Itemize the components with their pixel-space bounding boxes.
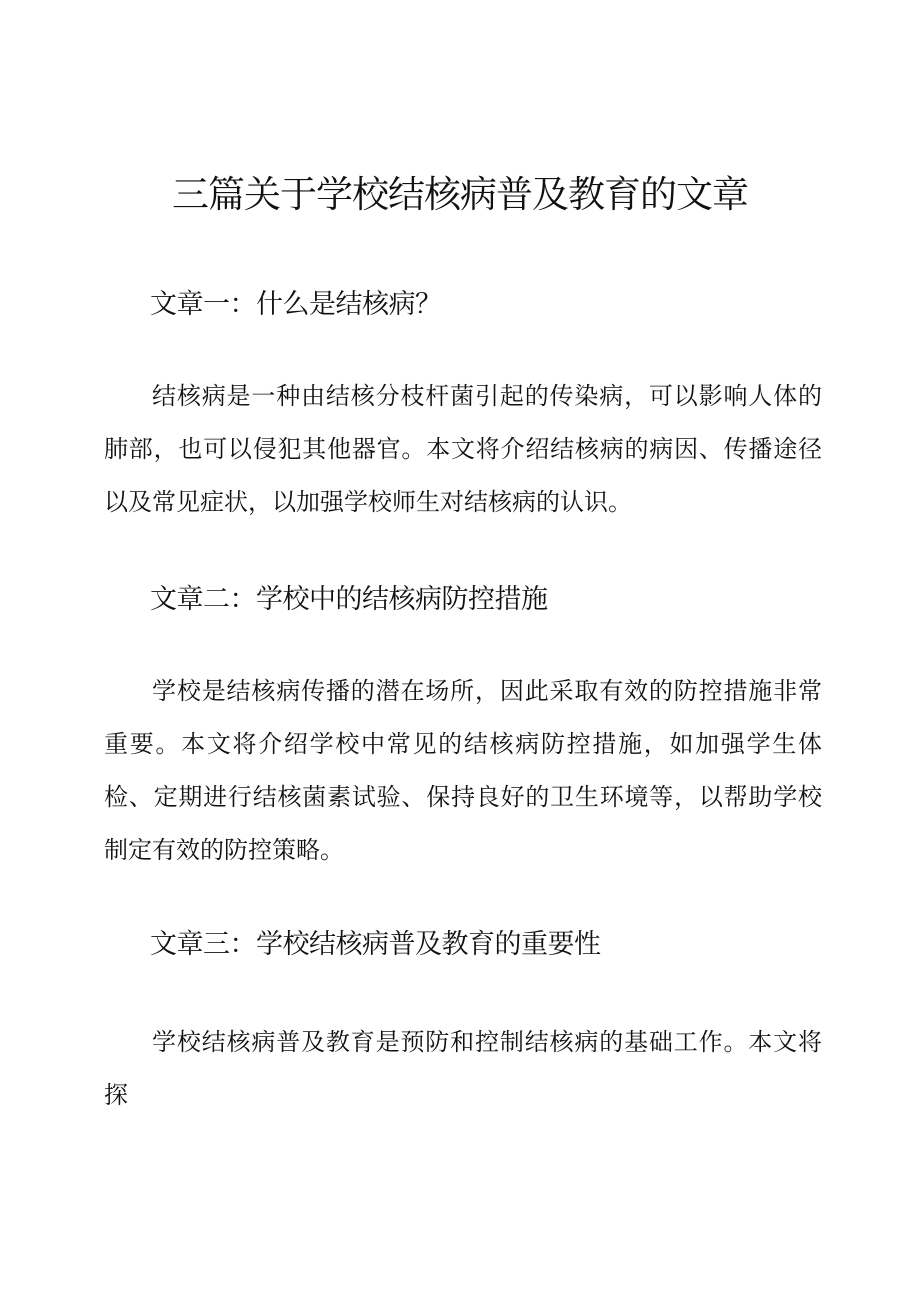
section-1-heading: 文章一：什么是结核病？ bbox=[150, 289, 442, 320]
section-3-heading: 文章三：学校结核病普及教育的重要性 bbox=[150, 929, 601, 960]
section-2-heading: 文章二：学校中的结核病防控措施 bbox=[150, 584, 548, 615]
section-2-body: 学校是结核病传播的潜在场所，因此采取有效的防控措施非常重要。本文将介绍学校中常见的结核病防控措施，如加强学生体检、定期进行结核菌素试验、保持良好的卫生环境等，以帮助学校制定有效的防控策略。 bbox=[104, 677, 822, 864]
document-title: 三篇关于学校结核病普及教育的文章 bbox=[172, 173, 748, 216]
section-1-body: 结核病是一种由结核分枝杆菌引起的传染病，可以影响人体的肺部，也可以侵犯其他器官。本文将介绍结核病的病因、传播途径以及常见症状，以加强学校师生对结核病的认识。 bbox=[104, 382, 822, 516]
section-3-body: 学校结核病普及教育是预防和控制结核病的基础工作。本文将探 bbox=[104, 1028, 822, 1109]
